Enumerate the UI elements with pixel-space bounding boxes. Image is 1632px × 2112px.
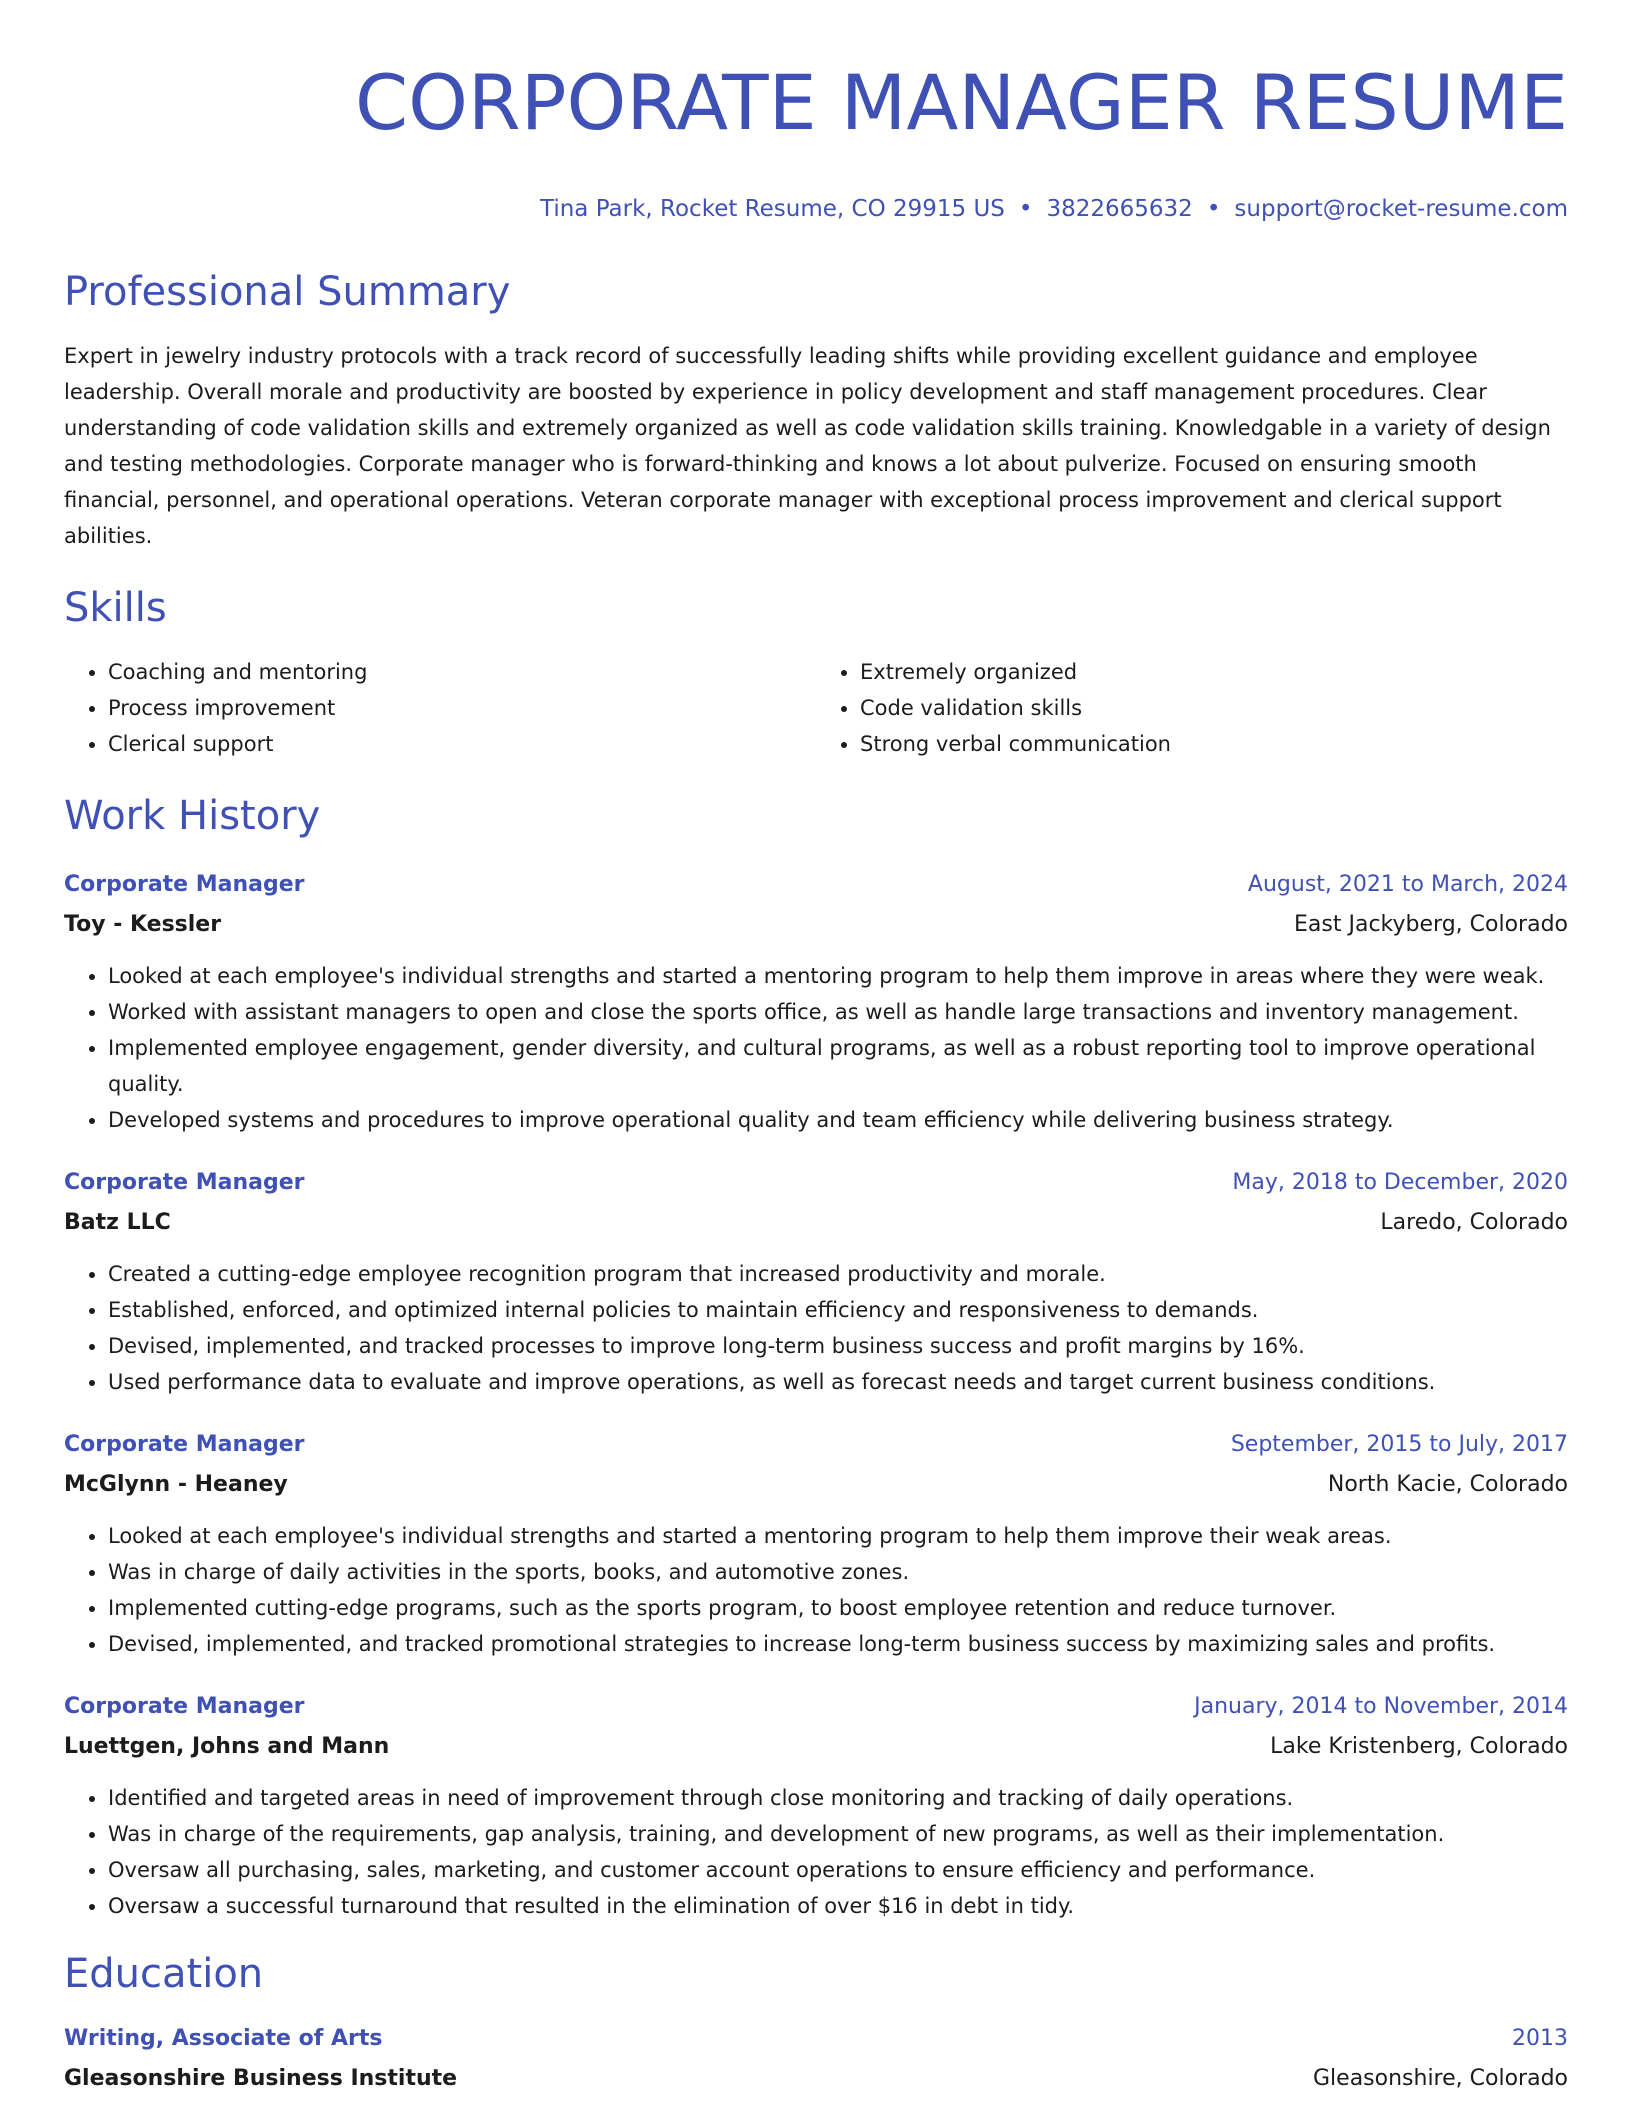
job-company: McGlynn - Heaney xyxy=(64,1472,288,1497)
skill-item: • Strong verbal communication xyxy=(860,726,1568,762)
contact-line xyxy=(64,194,1568,224)
job-title: Corporate Manager xyxy=(64,1694,305,1719)
job-bullet: • Implemented cutting-edge programs, such as the sports program, to boost employee retention and reduce turnover. xyxy=(108,1590,1568,1626)
skill-item: • Clerical support xyxy=(108,726,816,762)
job-company: Toy - Kessler xyxy=(64,912,222,937)
job-bullets xyxy=(64,1518,1568,1662)
job-entry xyxy=(64,1430,1568,1662)
job-bullets xyxy=(64,958,1568,1138)
job-bullet: • Oversaw all purchasing, sales, marketing, and customer account operations to ensure efficiency and performance. xyxy=(108,1852,1568,1888)
job-bullet: • Was in charge of daily activities in the sports, books, and automotive zones. xyxy=(108,1554,1568,1590)
education-entry xyxy=(64,2024,1568,2094)
contact-separator: • xyxy=(1018,196,1033,222)
job-bullet: • Used performance data to evaluate and improve operations, as well as forecast needs and target current business conditions. xyxy=(108,1364,1568,1400)
work-history-heading: Work History xyxy=(64,793,321,839)
skills-list-right xyxy=(816,654,1568,762)
skills-heading: Skills xyxy=(64,585,167,631)
job-company: Luettgen, Johns and Mann xyxy=(64,1734,390,1759)
education-location: Gleasonshire, Colorado xyxy=(1313,2066,1568,2091)
job-company: Batz LLC xyxy=(64,1210,171,1235)
job-bullet: • Worked with assistant managers to open and close the sports office, as well as handle large transactions and inventory management. xyxy=(108,994,1568,1030)
contact-separator: • xyxy=(1206,196,1221,222)
contact-phone: 3822665632 xyxy=(1046,196,1193,222)
skill-item: • Code validation skills xyxy=(860,690,1568,726)
job-entry xyxy=(64,1692,1568,1924)
job-dates: May, 2018 to December, 2020 xyxy=(1232,1170,1568,1195)
job-bullet: • Created a cutting-edge employee recognition program that increased productivity and morale. xyxy=(108,1256,1568,1292)
skills-grid xyxy=(64,654,1568,762)
job-bullet: • Looked at each employee's individual strengths and started a mentoring program to help them improve their weak areas. xyxy=(108,1518,1568,1554)
skills-list-left xyxy=(64,654,816,762)
job-bullets xyxy=(64,1256,1568,1400)
job-location: North Kacie, Colorado xyxy=(1327,1472,1568,1497)
job-bullet: • Oversaw a successful turnaround that resulted in the elimination of over $16 in debt in tidy. xyxy=(108,1888,1568,1924)
job-bullet: • Was in charge of the requirements, gap analysis, training, and development of new programs, as well as their implementation. xyxy=(108,1816,1568,1852)
job-location: Laredo, Colorado xyxy=(1380,1210,1568,1235)
job-entry xyxy=(64,1168,1568,1400)
job-bullets xyxy=(64,1780,1568,1924)
job-location: East Jackyberg, Colorado xyxy=(1294,912,1568,937)
job-bullet: • Looked at each employee's individual strengths and started a mentoring program to help them improve in areas where they were weak. xyxy=(108,958,1568,994)
education-school: Gleasonshire Business Institute xyxy=(64,2066,458,2091)
job-title: Corporate Manager xyxy=(64,872,305,897)
skill-item: • Extremely organized xyxy=(860,654,1568,690)
job-dates: January, 2014 to November, 2014 xyxy=(1194,1694,1568,1719)
job-location: Lake Kristenberg, Colorado xyxy=(1270,1734,1568,1759)
contact-email[interactable]: support@rocket-resume.com xyxy=(1234,196,1568,222)
summary-text: Expert in jewelry industry protocols with a track record of successfully leading shifts while providing excellent guidance and employee leadership. Overall morale and productivity are boosted by experience in policy development and staff management procedures. Clear understanding of code validation skills and extremely organized as well as code validation skills training. Knowledgable in a variety of design and testing methodologies. Corporate manager who is forward-thinking and knows a lot about pulverize. Focused on ensuring smooth financial, personnel, and operational operations. Veteran corporate manager with exceptional process improvement and clerical support abilities. xyxy=(64,344,1551,548)
job-bullet: • Established, enforced, and optimized internal policies to maintain efficiency and responsiveness to demands. xyxy=(108,1292,1568,1328)
contact-address: Tina Park, Rocket Resume, CO 29915 US xyxy=(539,196,1005,222)
job-bullet: • Devised, implemented, and tracked processes to improve long-term business success and profit margins by 16%. xyxy=(108,1328,1568,1364)
skill-item: • Coaching and mentoring xyxy=(108,654,816,690)
job-bullet: • Identified and targeted areas in need of improvement through close monitoring and tracking of daily operations. xyxy=(108,1780,1568,1816)
job-bullet: • Developed systems and procedures to improve operational quality and team efficiency while delivering business strategy. xyxy=(108,1102,1568,1138)
resume-title: CORPORATE MANAGER RESUME xyxy=(355,58,1568,147)
job-bullet: • Devised, implemented, and tracked promotional strategies to increase long-term business success by maximizing sales and profits. xyxy=(108,1626,1568,1662)
job-title: Corporate Manager xyxy=(64,1432,305,1457)
job-entry xyxy=(64,870,1568,1138)
job-dates: September, 2015 to July, 2017 xyxy=(1230,1432,1568,1457)
education-degree: Writing, Associate of Arts xyxy=(64,2026,383,2051)
resume-page xyxy=(64,0,1568,2094)
job-title: Corporate Manager xyxy=(64,1170,305,1195)
skill-item: • Process improvement xyxy=(108,690,816,726)
job-bullet: • Implemented employee engagement, gender diversity, and cultural programs, as well as a robust reporting tool to improve operational quality. xyxy=(108,1030,1568,1102)
education-heading: Education xyxy=(64,1951,264,1997)
job-dates: August, 2021 to March, 2024 xyxy=(1247,872,1568,897)
education-year: 2013 xyxy=(1512,2026,1568,2051)
summary-heading: Professional Summary xyxy=(64,269,511,315)
